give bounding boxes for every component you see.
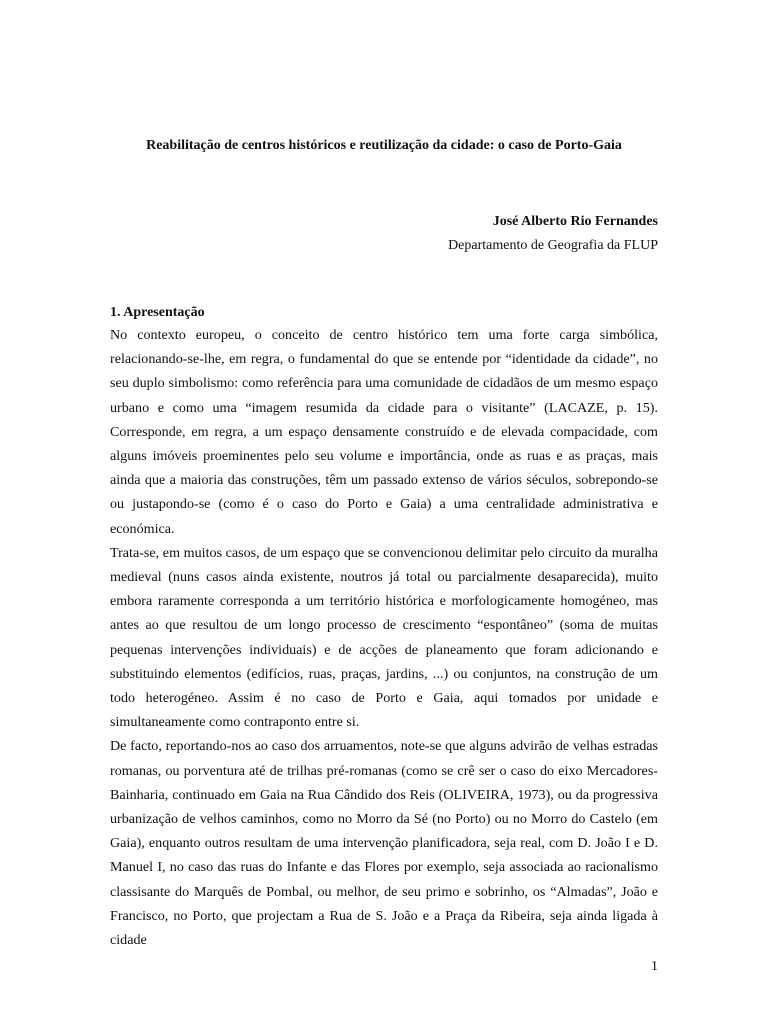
paragraph: Trata-se, em muitos casos, de um espaço que se convencionou delimitar pelo circuito da muralha medieval (nuns casos ainda existente, noutros já total ou parcialmente desaparecida), muito embora raramente corresponda a um território histórica e morfologicamente homogéneo, mas antes ao que resultou de um longo processo de crescimento “espontâneo” (soma de muitas pequenas intervenções individuais) e de acções de planeamento que foram adicionando e substituindo elementos (edifícios, ruas, praças, jardins, ...) ou conjuntos, na construção de um todo heterogéneo. Assim é no caso de Porto e Gaia, aqui tomados por unidade e simultaneamente como contraponto entre si. bbox=[110, 544, 658, 731]
body-text bbox=[110, 323, 658, 952]
author-name: José Alberto Rio Fernandes bbox=[492, 214, 658, 229]
paragraph: No contexto europeu, o conceito de centro histórico tem uma forte carga simbólica, relacionando-se-lhe, em regra, o fundamental do que se entende por “identidade da cidade”, no seu duplo simbolismo: como referência para uma comunidade de cidadãos de um mesmo espaço urbano e como uma “imagem resumida da cidade para o visitante” (LACAZE, p. 15). Corresponde, em regra, a um espaço densamente construído e de elevada compacidade, com alguns imóveis proeminentes pelo seu volume e importância, onde as ruas e as praças, mais ainda que a maioria das construções, têm um passado extenso de vários séculos, sobrepondo-se ou justapondo-se (como é o caso do Porto e Gaia) a uma centralidade administrativa e económica. bbox=[110, 327, 658, 537]
paragraph: De facto, reportando-nos ao caso dos arruamentos, note-se que alguns advirão de velhas estradas romanas, ou porventura até de trilhas pré-romanas (como se crê ser o caso do eixo Mercadores-Bainharia, continuado em Gaia na Rua Cândido dos Reis (OLIVEIRA, 1973), ou da progressiva urbanização de velhos caminhos, como no Morro da Sé (no Porto) ou no Morro do Castelo (em Gaia), enquanto outros resultam de uma intervenção planificadora, seja real, com D. João I e D. Manuel I, no caso das ruas do Infante e das Flores por exemplo, seja associada ao racionalismo classisante do Marquês de Pombal, ou melhor, de seu primo e sobrinho, os “Almadas”, João e Francisco, no Porto, que projectam a Rua de S. João e a Praça da Ribeira, seja ainda ligada à cidade bbox=[110, 738, 658, 949]
document-title: Reabilitação de centros históricos e reutilização da cidade: o caso de Porto-Gaia bbox=[146, 138, 622, 153]
author-affiliation: Departamento de Geografia da FLUP bbox=[448, 238, 658, 253]
section-heading: 1. Apresentação bbox=[110, 305, 205, 320]
page-number: 1 bbox=[651, 959, 658, 974]
